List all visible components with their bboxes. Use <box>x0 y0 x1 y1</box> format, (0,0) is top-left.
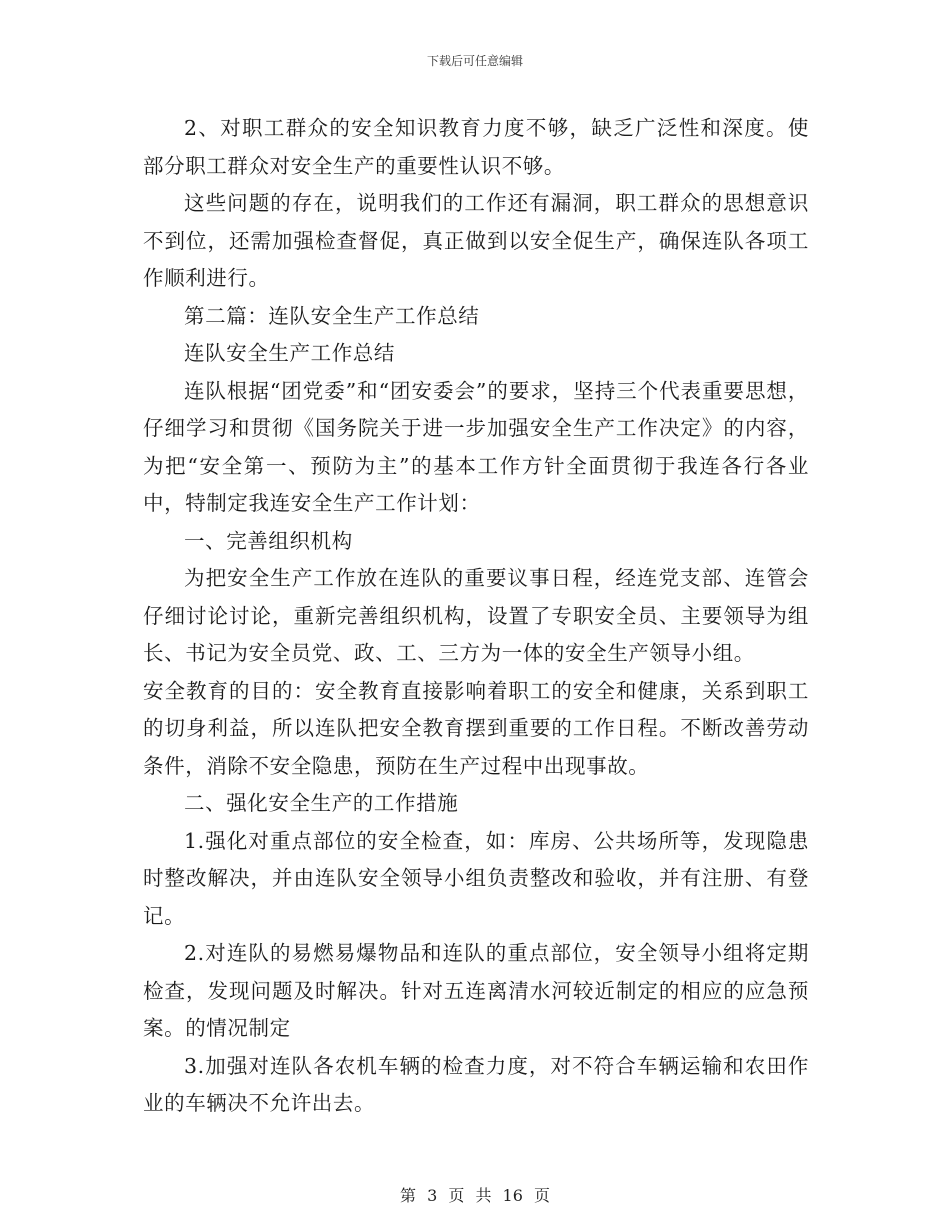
paragraph-intro: 连队根据“团党委”和“团安委会”的要求，坚持三个代表重要思想，仔细学习和贯彻《国务院关于进一步加强安全生产工作决定》的内容，为把“安全第一、预防为主”的基本工作方针全面贯彻于我连各行各业中，特制定我连安全生产工作计划： <box>143 378 809 515</box>
heading-1: 一、完善组织机构 <box>184 528 353 553</box>
measure-3: 3.加强对连队各农机车辆的检查力度，对不符合车辆运输和农田作业的车辆决不允许出去。 <box>143 1053 809 1115</box>
paragraph-education: 安全教育的目的：安全教育直接影响着职工的安全和健康，关系到职工的切身利益，所以连队把安全教育摆到重要的工作日程。不断改善劳动条件，消除不安全隐患，预防在生产过程中出现事故。 <box>143 678 809 778</box>
heading-2: 二、强化安全生产的工作措施 <box>184 791 459 815</box>
document-body <box>143 110 809 1123</box>
measure-1: 1.强化对重点部位的安全检查，如：库房、公共场所等，发现隐患时整改解决，并由连队安全领导小组负责整改和验收，并有注册、有登记。 <box>143 828 809 928</box>
page-header: 下载后可任意编辑 <box>426 54 523 68</box>
page-number: 第 3 页 共 16 页 <box>400 1186 550 1205</box>
document-title: 连队安全生产工作总结 <box>184 341 395 365</box>
measure-2: 2.对连队的易燃易爆物品和连队的重点部位，安全领导小组将定期检查，发现问题及时解决。针对五连离清水河较近制定的相应的应急预案。的情况制定 <box>143 941 809 1040</box>
paragraph-2: 这些问题的存在，说明我们的工作还有漏洞，职工群众的思想意识不到位，还需加强检查督促，真正做到以安全促生产，确保连队各项工作顺利进行。 <box>143 191 809 290</box>
paragraph-organization: 为把安全生产工作放在连队的重要议事日程，经连党支部、连管会仔细讨论讨论，重新完善组织机构，设置了专职安全员、主要领导为组长、书记为安全员党、政、工、三方为一体的安全生产领导小组。 <box>143 566 809 665</box>
paragraph-1: 2、对职工群众的安全知识教育力度不够，缺乏广泛性和深度。使部分职工群众对安全生产的重要性认识不够。 <box>143 116 809 178</box>
section-title: 第二篇：连队安全生产工作总结 <box>184 303 480 328</box>
